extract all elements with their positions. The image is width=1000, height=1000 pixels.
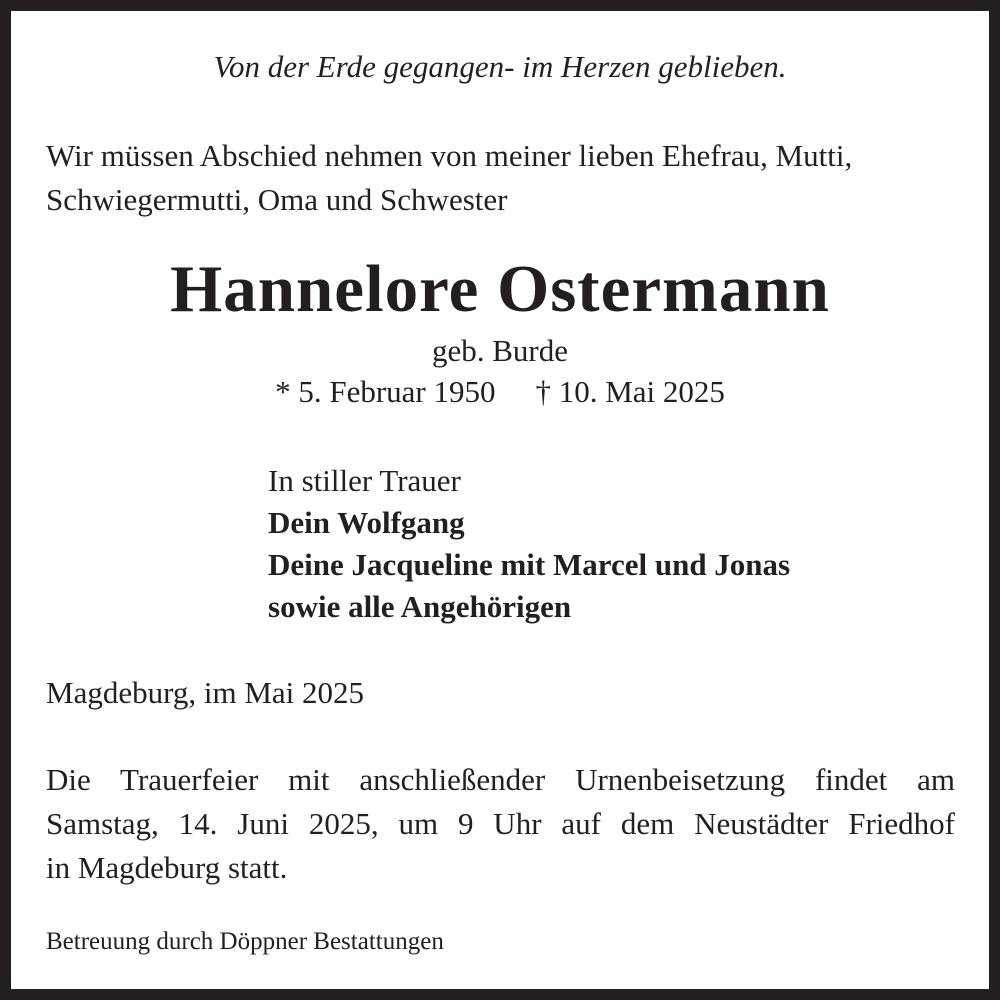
mourner-name: sowie alle Angehörigen	[268, 589, 572, 624]
mourner-name: Deine Jacqueline mit Marcel und Jonas	[268, 547, 791, 582]
place-date: Magdeburg, im Mai 2025	[46, 675, 365, 710]
deceased-name: Hannelore Ostermann	[170, 252, 830, 326]
death-date: † 10. Mai 2025	[535, 374, 725, 409]
mourner-name: Dein Wolfgang	[268, 505, 465, 540]
funeral-info	[46, 758, 955, 890]
funeral-line-3: in Magdeburg statt.	[46, 850, 288, 885]
undertaker: Betreuung durch Döppner Bestattungen	[46, 928, 444, 955]
birth-date: * 5. Februar 1950	[275, 374, 496, 409]
intro-line-1: Wir müssen Abschied nehmen von meiner lieben Ehefrau, Mutti,	[46, 138, 853, 173]
funeral-line-1: Die Trauerfeier mit anschließender Urnenbeisetzung findet am	[46, 762, 955, 797]
intro-line-2: Schwiegermutti, Oma und Schwester	[46, 182, 508, 217]
motto: Von der Erde gegangen- im Herzen geblieben.	[213, 49, 787, 84]
life-dates	[11, 374, 989, 410]
mourners-block	[268, 460, 790, 628]
funeral-line-2: Samstag, 14. Juni 2025, um 9 Uhr auf dem Neustädter Friedhof	[46, 806, 955, 841]
mourning-intro: In stiller Trauer	[268, 463, 461, 498]
intro-text	[46, 134, 852, 222]
maiden-name: geb. Burde	[431, 333, 569, 368]
